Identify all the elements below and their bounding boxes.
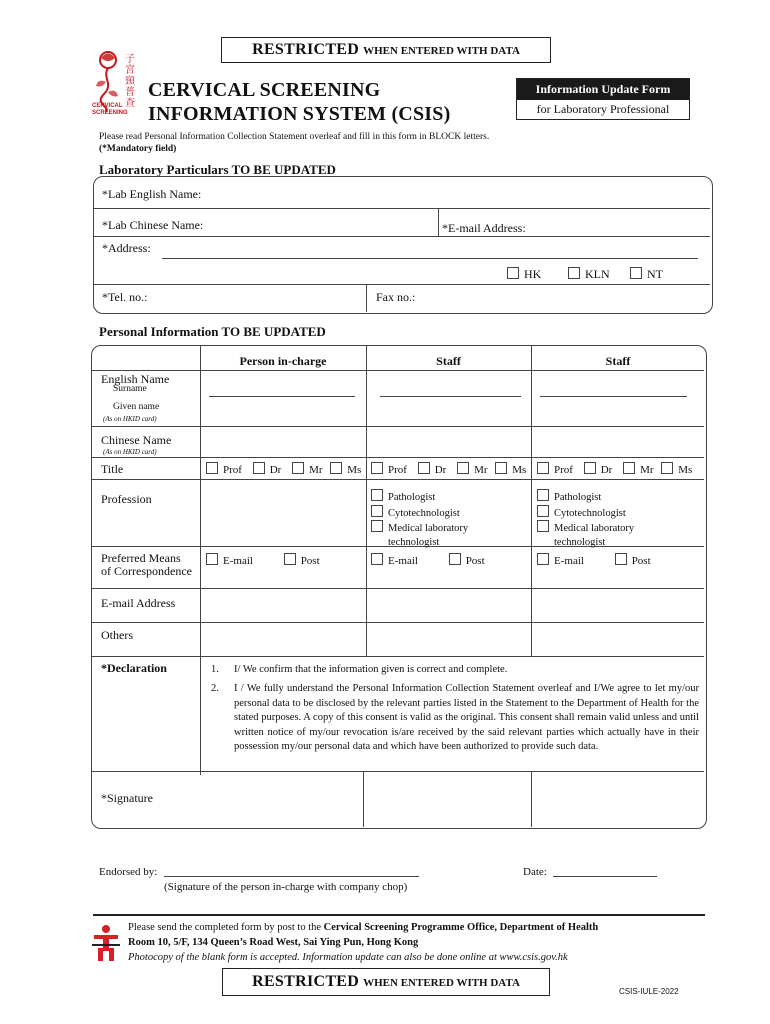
surname-input[interactable] xyxy=(209,382,355,397)
declaration-item-number: 2. xyxy=(211,683,219,694)
surname-label: Surname xyxy=(113,384,147,394)
restricted-sublabel: WHEN ENTERED WITH DATA xyxy=(363,45,520,57)
checkbox-icon[interactable] xyxy=(623,462,635,474)
endorse-note: (Signature of the person in-charge with company chop) xyxy=(164,881,408,893)
dh-logo-icon xyxy=(92,924,120,962)
correspondence-post[interactable]: Post xyxy=(449,555,485,567)
logo-caption: SCREENING xyxy=(92,110,128,116)
checkbox-icon[interactable] xyxy=(284,553,296,565)
lab-english-name-label: *Lab English Name: xyxy=(102,187,202,201)
form-type-badge xyxy=(516,78,690,120)
chinese-note: (As on HKID card) xyxy=(103,448,157,456)
intro-text: Please read Personal Information Collection Statement overleaf and fill in this form in BLOCK letters. xyxy=(99,132,490,142)
others-input[interactable] xyxy=(536,626,698,652)
checkbox-icon[interactable] xyxy=(615,553,627,565)
form-code: CSIS-IULE-2022 xyxy=(619,987,679,996)
checkbox-icon[interactable] xyxy=(371,553,383,565)
checkbox-icon[interactable] xyxy=(292,462,304,474)
title-row-label: Title xyxy=(101,462,124,476)
checkbox-icon[interactable] xyxy=(630,267,642,279)
fax-input[interactable] xyxy=(425,288,705,306)
declaration-label: *Declaration xyxy=(101,661,167,675)
lab-english-name-input[interactable] xyxy=(210,184,700,202)
checkbox-icon[interactable] xyxy=(330,462,342,474)
checkbox-icon[interactable] xyxy=(253,462,265,474)
endorsed-by-label: Endorsed by: xyxy=(99,866,158,878)
surname-input[interactable] xyxy=(380,382,521,397)
checkbox-icon[interactable] xyxy=(449,553,461,565)
given-name-label: Given name xyxy=(113,402,160,412)
title-option-ms[interactable]: Ms xyxy=(495,464,526,476)
correspondence-email[interactable]: E-mail xyxy=(537,555,584,567)
endorsed-by-input[interactable] xyxy=(164,864,419,877)
checkbox-icon[interactable] xyxy=(206,462,218,474)
lab-chinese-name-label: *Lab Chinese Name: xyxy=(102,218,204,232)
date-input[interactable] xyxy=(553,864,657,877)
chinese-name-label: Chinese Name xyxy=(101,433,172,447)
title-option-prof[interactable]: Prof xyxy=(371,464,407,476)
form-type-title: Information Update Form xyxy=(517,79,689,100)
column-header-staff: Staff xyxy=(605,354,631,368)
english-name-label: English Name xyxy=(101,372,170,386)
page-title xyxy=(148,78,450,126)
restricted-banner-bottom xyxy=(222,968,550,996)
profession-option-medical-lab[interactable]: Medical laboratory xyxy=(371,520,468,536)
footer-office: Cervical Screening Programme Office, Department of Health xyxy=(323,922,599,933)
signature-field[interactable] xyxy=(205,776,357,824)
region-nt[interactable]: NT xyxy=(630,267,663,282)
personal-info-box xyxy=(91,345,707,829)
declaration-item-1: I/ We confirm that the information given is correct and complete. xyxy=(234,664,508,675)
email-address-label: E-mail Address xyxy=(101,596,176,610)
restricted-sublabel: WHEN ENTERED WITH DATA xyxy=(363,977,520,989)
correspondence-label: of Correspondence xyxy=(101,564,192,578)
others-label: Others xyxy=(101,628,133,642)
tel-input[interactable] xyxy=(160,288,360,306)
lab-chinese-name-input[interactable] xyxy=(210,215,435,233)
footer-instruction: Please send the completed form by post to the xyxy=(128,922,324,933)
restricted-banner-top xyxy=(221,37,551,63)
correspondence-email[interactable]: E-mail xyxy=(206,555,253,567)
profession-option-medical-lab[interactable]: Medical laboratory xyxy=(537,520,634,536)
mandatory-note: (*Mandatory field) xyxy=(99,144,177,154)
checkbox-icon[interactable] xyxy=(507,267,519,279)
footer-address: Room 10, 5/F, 134 Queen’s Road West, Sai Ying Pun, Hong Kong xyxy=(128,937,419,948)
title-line-2: INFORMATION SYSTEM (CSIS) xyxy=(148,103,451,125)
profession-option-cytotechnologist[interactable]: Cytotechnologist xyxy=(371,505,468,521)
lab-email-input[interactable] xyxy=(536,217,706,235)
date-label: Date: xyxy=(523,866,547,878)
checkbox-icon[interactable] xyxy=(537,462,549,474)
others-input[interactable] xyxy=(371,626,526,652)
checkbox-icon[interactable] xyxy=(371,462,383,474)
logo-caption: CERVICAL xyxy=(92,103,123,109)
restricted-label: RESTRICTED xyxy=(252,41,360,58)
title-option-mr[interactable]: Mr xyxy=(292,464,322,476)
chinese-name-input[interactable] xyxy=(205,430,360,454)
checkbox-icon[interactable] xyxy=(418,462,430,474)
title-line-1: CERVICAL SCREENING xyxy=(148,79,381,101)
title-option-dr[interactable]: Dr xyxy=(253,464,282,476)
signature-field[interactable] xyxy=(536,776,698,824)
chinese-name-input[interactable] xyxy=(371,430,526,454)
lab-section-heading: Laboratory Particulars TO BE UPDATED xyxy=(99,162,336,177)
footer-note: Photocopy of the blank form is accepted. Information update can also be done online at www.csis.gov.hk xyxy=(128,952,568,963)
checkbox-icon[interactable] xyxy=(371,520,383,532)
fax-label: Fax no.: xyxy=(376,290,416,304)
signature-field[interactable] xyxy=(368,776,526,824)
surname-input[interactable] xyxy=(540,382,687,397)
declaration-item-number: 1. xyxy=(211,664,219,675)
correspondence-label: Preferred Means xyxy=(101,551,181,565)
checkbox-icon[interactable] xyxy=(457,462,469,474)
cervical-screening-logo xyxy=(88,48,144,122)
checkbox-icon[interactable] xyxy=(537,489,549,501)
others-input[interactable] xyxy=(205,626,360,652)
profession-option-medical-lab-cont: technologist xyxy=(388,536,440,548)
tel-label: *Tel. no.: xyxy=(102,290,148,304)
title-option-prof[interactable]: Prof xyxy=(206,464,242,476)
logo-chinese: 子宮頸普查 xyxy=(125,54,135,109)
column-header-staff: Staff xyxy=(436,354,461,368)
checkbox-icon[interactable] xyxy=(495,462,507,474)
profession-label: Profession xyxy=(101,492,152,506)
profession-option-cytotechnologist[interactable]: Cytotechnologist xyxy=(537,505,634,521)
email-address-input[interactable] xyxy=(536,592,698,620)
region-hk[interactable]: HK xyxy=(507,267,541,282)
checkbox-icon[interactable] xyxy=(537,520,549,532)
checkbox-icon[interactable] xyxy=(537,553,549,565)
form-type-subtitle: for Laboratory Professional xyxy=(536,102,670,116)
hkid-note: (As on HKID card) xyxy=(103,415,157,423)
signature-label: *Signature xyxy=(101,791,153,805)
email-address-input[interactable] xyxy=(371,592,526,620)
chinese-name-input[interactable] xyxy=(536,430,698,454)
lab-email-label: *E-mail Address: xyxy=(442,221,526,235)
checkbox-icon[interactable] xyxy=(568,267,580,279)
region-kln[interactable]: KLN xyxy=(568,267,610,282)
email-address-input[interactable] xyxy=(205,592,360,620)
declaration-item-2: I / We fully understand the Personal Information Collection Statement overleaf and I/We agree to let my/our personal data to be disclosed by the relevant parties listed in the Statement to the Department of Health for the stated purposes. A copy of this consent is valid as the original. This consent shall remain valid unless and until written notice of my/our revocation is/are received by the said relevant parties which actually have in their possession my/our personal data and which have been authorized to provide such data. xyxy=(234,683,699,752)
title-option-ms[interactable]: Ms xyxy=(661,464,692,476)
title-option-ms[interactable]: Ms xyxy=(330,464,361,476)
checkbox-icon[interactable] xyxy=(206,553,218,565)
lab-address-label: *Address: xyxy=(102,241,151,255)
correspondence-email[interactable]: E-mail xyxy=(371,555,418,567)
personal-section-heading: Personal Information TO BE UPDATED xyxy=(99,324,326,339)
correspondence-post[interactable]: Post xyxy=(284,555,320,567)
profession-option-pathologist[interactable]: Pathologist xyxy=(371,489,468,505)
title-option-dr[interactable]: Dr xyxy=(584,464,613,476)
restricted-label: RESTRICTED xyxy=(252,973,360,990)
profession-option-pathologist[interactable]: Pathologist xyxy=(537,489,634,505)
title-option-mr[interactable]: Mr xyxy=(457,464,487,476)
lab-address-input[interactable] xyxy=(162,242,698,259)
checkbox-icon[interactable] xyxy=(584,462,596,474)
checkbox-icon[interactable] xyxy=(537,505,549,517)
profession-option-medical-lab-cont: technologist xyxy=(554,536,606,548)
title-option-mr[interactable]: Mr xyxy=(623,464,653,476)
checkbox-icon[interactable] xyxy=(371,489,383,501)
checkbox-icon[interactable] xyxy=(661,462,673,474)
checkbox-icon[interactable] xyxy=(371,505,383,517)
title-option-dr[interactable]: Dr xyxy=(418,464,447,476)
column-header-person-in-charge: Person in-charge xyxy=(239,354,327,368)
correspondence-post[interactable]: Post xyxy=(615,555,651,567)
title-option-prof[interactable]: Prof xyxy=(537,464,573,476)
